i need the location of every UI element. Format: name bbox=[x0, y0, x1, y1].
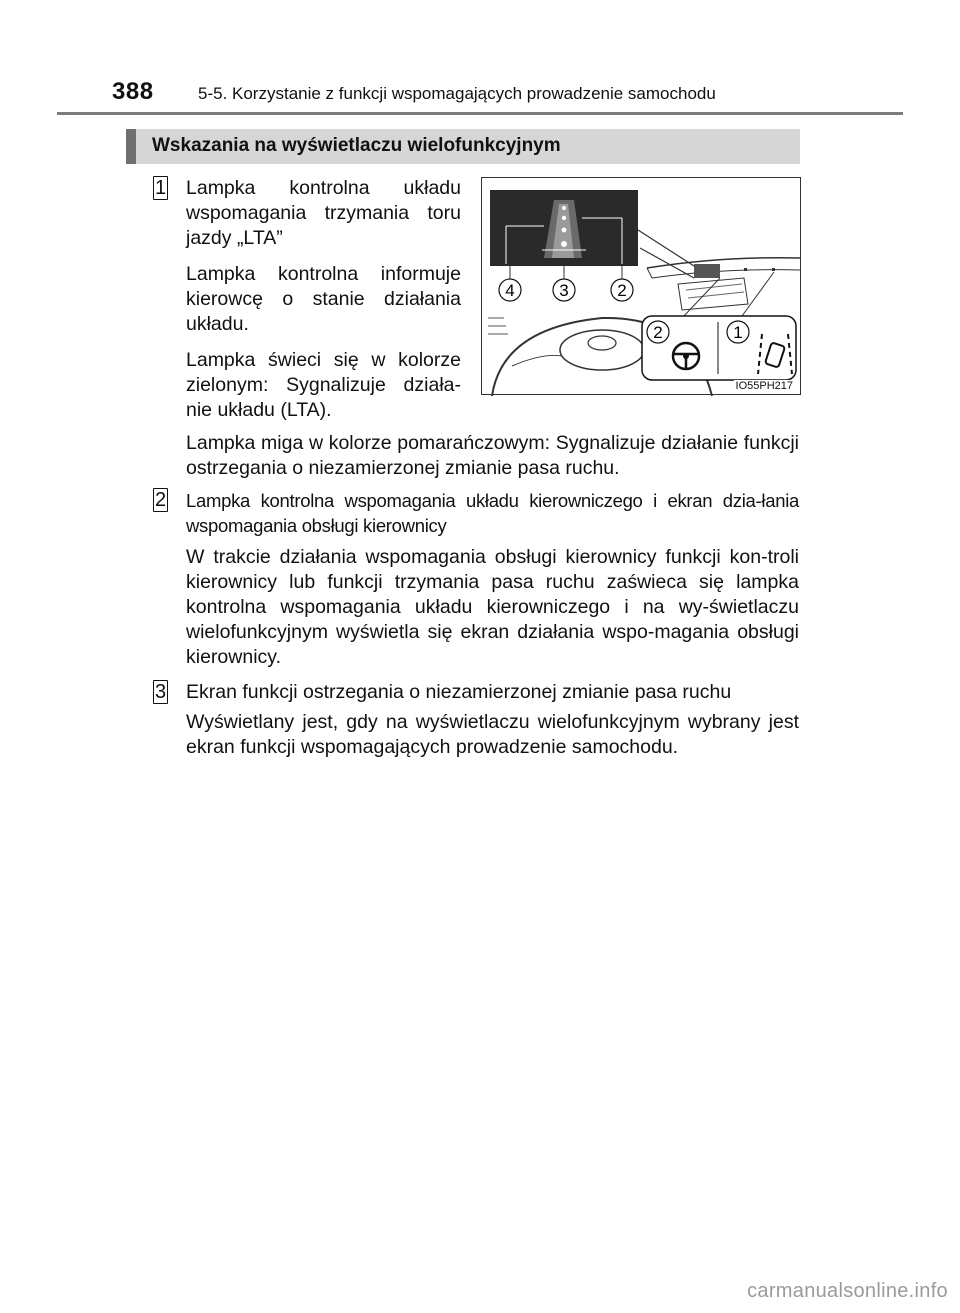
item-1-title: Lampka kontrolna układu wspomagania trzymania toru jazdy „LTA” bbox=[186, 177, 461, 249]
instrument-display bbox=[694, 264, 720, 278]
dashboard-drawing bbox=[482, 178, 802, 396]
watermark: carmanualsonline.info bbox=[747, 1280, 948, 1302]
callout-3: 3 bbox=[559, 281, 569, 300]
dashboard-illustration bbox=[481, 177, 801, 395]
section-title: Wskazania na wyświetlaczu wielofunkcyjnym bbox=[152, 135, 561, 156]
header-divider bbox=[57, 112, 903, 115]
item-marker-2: 2 bbox=[153, 488, 173, 513]
callout-1: 1 bbox=[733, 323, 743, 342]
item-3-title: Ekran funkcji ostrzegania o niezamierzonej zmianie pasa ruchu bbox=[186, 681, 732, 703]
section-heading-bar bbox=[126, 129, 800, 164]
page-number: 388 bbox=[112, 78, 154, 105]
callout-4: 4 bbox=[505, 281, 515, 300]
item-2-paragraph-1: W trakcie działania wspomagania obsługi kierownicy funkcji kon-troli kierownicy lub funkcji trzymania pasa ruchu zaświeca się lampka kontrolna wspomagania układu kierowniczego i na wy-świetlaczu wielofunkcyjnym wyświetla się ekran działania wspo-magania obsługi kierownicy. bbox=[186, 546, 799, 668]
item-marker-1: 1 bbox=[153, 176, 173, 201]
figure-code: IO55PH217 bbox=[735, 380, 793, 392]
item-3-paragraph-1: Wyświetlany jest, gdy na wyświetlaczu wielofunkcyjnym wybrany jest ekran funkcji wspomagających prowadzenie samochodu. bbox=[186, 711, 799, 758]
item-1-paragraph-3: Lampka miga w kolorze pomarańczowym: Sygnalizuje działanie funkcji ostrzegania o niezamierzonej zmianie pasa ruchu. bbox=[186, 432, 799, 479]
item-1-paragraph-2: Lampka świeci się w kolorze zielonym: Sygnalizuje działa-nie układu (LTA). bbox=[186, 349, 461, 421]
callout-2-top: 2 bbox=[617, 281, 627, 300]
item-2-title: Lampka kontrolna wspomagania układu kierowniczego i ekran dzia-łania wspomagania obsługi kierownicy bbox=[186, 490, 799, 536]
callout-2-bottom: 2 bbox=[653, 323, 663, 342]
chapter-title: 5-5. Korzystanie z funkcji wspomagających prowadzenie samochodu bbox=[198, 84, 716, 103]
item-marker-3: 3 bbox=[153, 680, 173, 705]
item-1-paragraph-1: Lampka kontrolna informuje kierowcę o stanie działania układu. bbox=[186, 263, 461, 335]
